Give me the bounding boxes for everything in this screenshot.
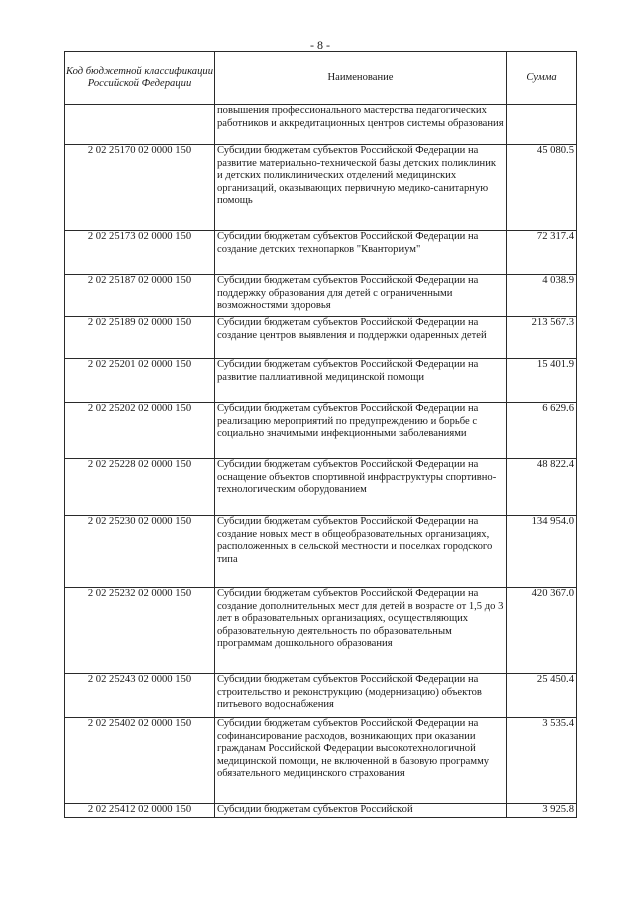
row-sum [507,105,577,145]
row-name: Субсидии бюджетам субъектов Российской Федерации на создание центров выявления и поддержки одаренных детей [215,317,507,359]
table-row [65,804,577,818]
row-name: Субсидии бюджетам субъектов Российской [215,804,507,818]
row-name: Субсидии бюджетам субъектов Российской Федерации на создание новых мест в общеобразовательных организациях, расположенных в сельской местности и поселках городского типа [215,516,507,588]
row-code: 2 02 25201 02 0000 150 [65,359,215,403]
row-name: Субсидии бюджетам субъектов Российской Федерации на реализацию мероприятий по предупреждению и борьбе с социально значимыми инфекционными заболеваниями [215,403,507,459]
row-sum: 4 038.9 [507,275,577,317]
row-name: Субсидии бюджетам субъектов Российской Федерации на создание дополнительных мест для детей в возрасте от 1,5 до 3 лет в образовательных организациях, осуществляющих образовательную деятельность по образовательным программам дошкольного образования [215,588,507,674]
table-row [65,588,577,674]
table-header-row [65,52,577,105]
row-sum: 134 954.0 [507,516,577,588]
table-row [65,275,577,317]
table-row [65,674,577,718]
page-number: - 8 - [310,38,330,52]
row-sum: 25 450.4 [507,674,577,718]
row-name: Субсидии бюджетам субъектов Российской Федерации на строительство и реконструкцию (модернизацию) объектов питьевого водоснабжения [215,674,507,718]
row-code: 2 02 25202 02 0000 150 [65,403,215,459]
header-code: Код бюджетной классификации Российской Федерации [65,52,215,105]
table-row [65,459,577,516]
row-sum: 45 080.5 [507,145,577,231]
row-code [65,105,215,145]
row-sum: 3 925.8 [507,804,577,818]
row-sum: 72 317.4 [507,231,577,275]
row-code: 2 02 25170 02 0000 150 [65,145,215,231]
table-row [65,231,577,275]
row-name: Субсидии бюджетам субъектов Российской Федерации на создание детских технопарков "Кванториум" [215,231,507,275]
row-name: Субсидии бюджетам субъектов Российской Федерации на оснащение объектов спортивной инфраструктуры спортивно-технологическим оборудованием [215,459,507,516]
row-sum: 420 367.0 [507,588,577,674]
row-name: Субсидии бюджетам субъектов Российской Федерации на развитие материально-технической базы детских поликлиник и детских поликлинических отделений медицинских организаций, оказывающих первичную медико-санитарную помощь [215,145,507,231]
table-row [65,317,577,359]
table-row [65,105,577,145]
table-row [65,145,577,231]
row-sum: 15 401.9 [507,359,577,403]
row-code: 2 02 25230 02 0000 150 [65,516,215,588]
row-sum: 6 629.6 [507,403,577,459]
table-row [65,516,577,588]
table-row [65,718,577,804]
row-sum: 3 535.4 [507,718,577,804]
row-code: 2 02 25402 02 0000 150 [65,718,215,804]
row-sum: 48 822.4 [507,459,577,516]
row-name: Субсидии бюджетам субъектов Российской Федерации на развитие паллиативной медицинской помощи [215,359,507,403]
header-name: Наименование [215,52,507,105]
header-sum: Сумма [507,52,577,105]
row-code: 2 02 25187 02 0000 150 [65,275,215,317]
row-code: 2 02 25228 02 0000 150 [65,459,215,516]
row-name: Субсидии бюджетам субъектов Российской Федерации на поддержку образования для детей с ограниченными возможностями здоровья [215,275,507,317]
table-row [65,403,577,459]
row-code: 2 02 25173 02 0000 150 [65,231,215,275]
row-code: 2 02 25412 02 0000 150 [65,804,215,818]
row-sum: 213 567.3 [507,317,577,359]
row-code: 2 02 25189 02 0000 150 [65,317,215,359]
row-code: 2 02 25243 02 0000 150 [65,674,215,718]
table-row [65,359,577,403]
row-name: Субсидии бюджетам субъектов Российской Федерации на софинансирование расходов, возникающих при оказании гражданам Российской Федерации высокотехнологичной медицинской помощи, не включенной в базовую программу обязательного медицинского страхования [215,718,507,804]
budget-table [64,51,577,818]
row-name: повышения профессионального мастерства педагогических работников и аккредитационных центров системы образования [215,105,507,145]
row-code: 2 02 25232 02 0000 150 [65,588,215,674]
